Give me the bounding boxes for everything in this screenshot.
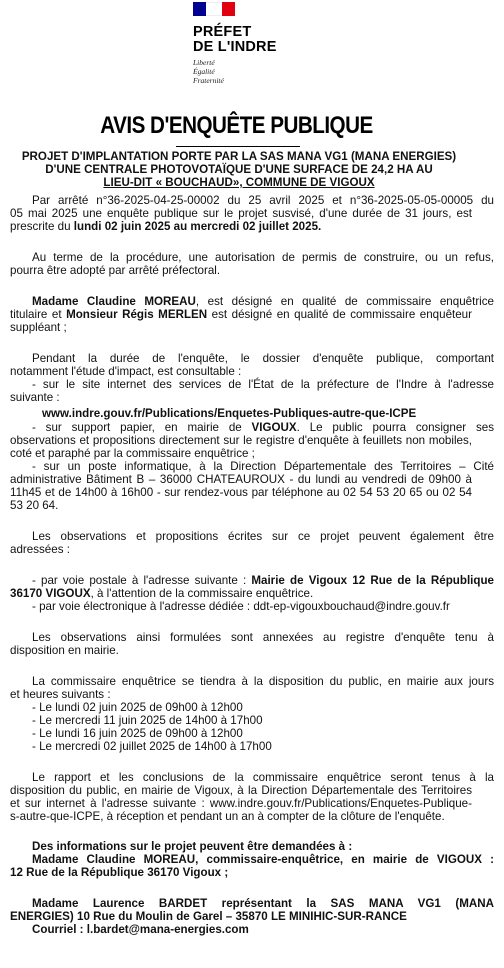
consultation-url: www.indre.gouv.fr/Publications/Enquetes-Publiques-autre-que-ICPE: [42, 407, 417, 420]
hours-line: et heures suivants :: [10, 688, 111, 701]
contact-line: 12 Rue de la République 36170 Vigoux ;: [10, 866, 229, 879]
commissioner-line: titulaire et Monsieur Régis MERLEN est désigné en qualité de commissaire enquêteur: [10, 308, 472, 321]
consultation-line: coté et paraphé par la commissaire enquêtrice ;: [10, 447, 255, 460]
inquiry-dates: lundi 02 juin 2025 au mercredi 02 juillet 2025.: [73, 220, 322, 233]
project-subtitle: [10, 150, 468, 189]
motto-egalite: Égalité: [193, 66, 215, 76]
notice-title: AVIS D'ENQUÊTE PUBLIQUE: [100, 112, 373, 139]
submission-line: - par voie postale à l'adresse suivante : Mairie de Vigoux 12 Rue de la République: [32, 574, 494, 587]
prefecture-logo: [193, 2, 277, 85]
contact-heading: Des informations sur le projet peuvent être demandées à :: [32, 840, 353, 853]
subtitle-line: PROJET D'IMPLANTATION PORTE PAR LA SAS MANA VG1 (MANA ENERGIES): [21, 150, 457, 163]
subtitle-line: LIEU-DIT « BOUCHAUD», COMMUNE DE VIGOUX: [103, 176, 375, 189]
subtitle-line: D'UNE CENTRALE PHOTOVOTAÏQUE D'UNE SURFACE DE 24,2 HA AU: [45, 163, 433, 176]
french-flag-icon: [193, 2, 235, 16]
permanence-date: - Le mercredi 11 juin 2025 de 14h00 à 17h00: [32, 714, 263, 727]
consultation-line: - sur le site internet des services de l'État de la préfecture de l'Indre à l'adresse: [32, 378, 494, 391]
procedure-line: pourra être adopté par arrêté préfectoral.: [10, 264, 221, 277]
consultation-line: notamment l'étude d'impact, est consultable :: [10, 365, 242, 378]
decree-line: Par arrêté n°36-2025-04-25-00002 du 25 avril 2025 et n°36-2025-05-05-00005 du: [32, 194, 494, 207]
report-line: disposition du public, en mairie de Vigoux, à la Direction Départementale des Territoires: [10, 784, 472, 797]
consultation-line: administrative Bâtiment B – 36000 CHATEAUROUX - du lundi au vendredi de 09h00 à: [10, 473, 472, 486]
commissioner-line: Madame Claudine MOREAU, est désigné en qualité de commissaire enquêtrice: [32, 295, 494, 308]
consultation-line: Pendant la durée de l'enquête, le dossier d'enquête publique, comportant: [32, 352, 494, 365]
submission-line: Les observations et propositions écrites sur ce projet peuvent également être: [32, 530, 494, 543]
submission-line: 36170 VIGOUX, à l'attention de la commissaire enquêtrice.: [10, 587, 314, 600]
contact-line: Madame Claudine MOREAU, commissaire-enquêtrice, en mairie de VIGOUX :: [32, 853, 494, 866]
report-line: s-autre-que-ICPE, à réception et pendant un an à compter de la clôture de l'enquête.: [10, 810, 445, 823]
hours-line: La commissaire enquêtrice se tiendra à la disposition du public, en mairie aux jours: [32, 675, 494, 688]
permanence-date: - Le lundi 16 juin 2025 de 09h00 à 12h00: [32, 727, 243, 740]
prefecture-name: [193, 25, 277, 55]
annex-line: Les observations ainsi formulées sont annexées au registre d'enquête tenu à: [32, 631, 494, 644]
commissioner-line: suppléant ;: [10, 321, 67, 334]
permanence-date: - Le lundi 02 juin 2025 de 09h00 à 12h00: [32, 701, 243, 714]
decree-line: 05 mai 2025 une enquête publique sur le projet susvisé, d'une durée de 31 jours, est: [10, 207, 472, 220]
developer-contact-line: ENERGIES) 10 Rue du Moulin de Garel – 35870 LE MINIHIC-SUR-RANCE: [10, 910, 407, 923]
motto-fraternite: Fraternité: [193, 75, 224, 85]
consultation-line: - sur support papier, en mairie de VIGOUX. Le public pourra consigner ses: [32, 421, 494, 434]
developer-email: Courriel : l.bardet@mana-energies.com: [32, 923, 249, 936]
submission-line: adressées :: [10, 543, 70, 556]
annex-line: disposition en mairie.: [10, 644, 119, 657]
consultation-line: suivante :: [10, 391, 60, 404]
permanence-date: - Le mercredi 02 juillet 2025 de 14h00 à 17h00: [32, 740, 272, 753]
motto-liberte: Liberté: [193, 58, 215, 67]
consultation-line: 53 20 64.: [10, 499, 59, 512]
report-line: et sur internet à l'adresse suivante : www.indre.gouv.fr/Publications/Enquetes-Publique-: [10, 797, 472, 810]
developer-contact-line: Madame Laurence BARDET représentant la SAS MANA VG1 (MANA: [32, 897, 494, 910]
procedure-line: Au terme de la procédure, une autorisation de permis de construire, ou un refus,: [32, 251, 494, 264]
indre-line: DE L'INDRE: [193, 39, 277, 55]
title-divider: [176, 146, 300, 147]
consultation-line: 11h45 et de 14h00 à 16h00 - sur rendez-vous par téléphone au 02 54 53 20 65 ou 02 54: [10, 486, 472, 499]
decree-line: prescrite du lundi 02 juin 2025 au mercredi 02 juillet 2025.: [10, 220, 322, 233]
republic-motto: [193, 59, 277, 85]
submission-email: - par voie électronique à l'adresse dédiée : ddt-ep-vigouxbouchaud@indre.gouv.fr: [32, 600, 450, 613]
prefet-line: PRÉFET: [193, 24, 252, 40]
consultation-line: - sur un poste informatique, à la Direction Départementale des Territoires – Cité: [32, 460, 494, 473]
report-line: Le rapport et les conclusions de la commissaire enquêtrice seront tenus à la: [32, 771, 494, 784]
consultation-line: observations et propositions directement sur le registre d'enquête à feuillets non mobiles,: [10, 434, 472, 447]
